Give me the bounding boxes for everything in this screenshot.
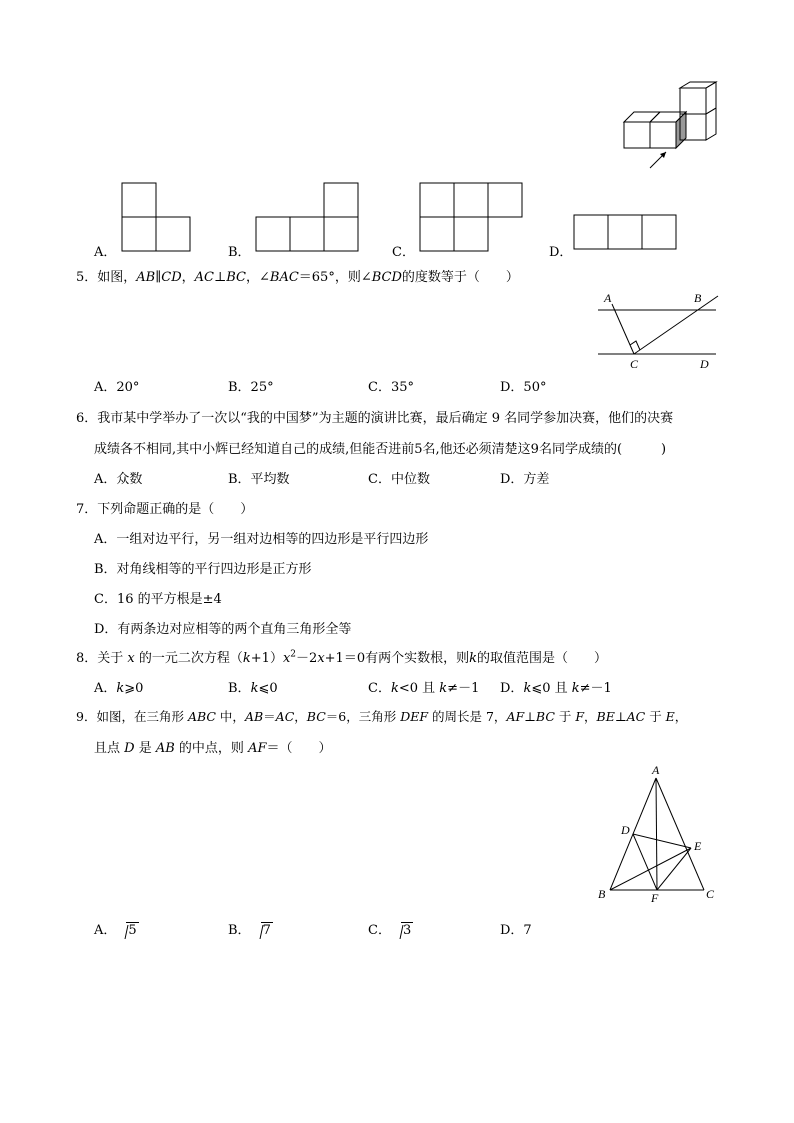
q4-option-b-label[interactable]: B． [228, 245, 251, 260]
q6-option-c[interactable]: C．中位数 [368, 472, 430, 487]
q8-option-a[interactable]: A．k⩾0 [94, 681, 144, 696]
q6-option-a[interactable]: A．众数 [94, 472, 143, 487]
q5-stem: 5．如图，AB∥CD，AC⊥BC，∠BAC＝65°，则∠BCD的度数等于（ ） [76, 270, 519, 285]
sqrt-symbol: 5 [116, 923, 138, 938]
q4-option-d-label[interactable]: D． [549, 245, 573, 260]
q6-option-b[interactable]: B．平均数 [228, 472, 290, 487]
q5-option-d[interactable]: D．50° [500, 380, 547, 395]
q6-stem-line1: 6．我市某中学举办了一次以“我的中国梦”为主题的演讲比赛，最后确定 9 名同学参加决赛，他们的决赛 [76, 411, 674, 426]
q9-stem-line1: 9．如图，在三角形 ABC 中，AB＝AC，BC＝6，三角形 DEF 的周长是 7，AF⊥BC 于 F，BE⊥AC 于 E， [76, 709, 688, 724]
q7-stem: 7．下列命题正确的是（ ） [76, 502, 254, 517]
q5-option-b[interactable]: B．25° [228, 380, 274, 395]
q9-label-e: E [694, 839, 702, 853]
q9-triangle-figure [592, 764, 724, 906]
q5-label-c: C [630, 357, 639, 371]
q8-option-d[interactable]: D．k⩽0 且 k≠－1 [500, 681, 612, 696]
q7-option-b[interactable]: B．对角线相等的平行四边形是正方形 [94, 562, 312, 577]
q9-label-d: D [621, 823, 630, 837]
q5-option-c[interactable]: C．35° [368, 380, 414, 395]
q9-label-a: A [652, 763, 660, 777]
q5-label-a: A [604, 291, 612, 305]
q8-option-b[interactable]: B．k⩽0 [228, 681, 278, 696]
q9-label-b: B [598, 887, 606, 901]
q9-option-c[interactable]: C． 3 [368, 923, 412, 938]
q4-option-d-figure [572, 214, 678, 252]
sqrt-symbol: 7 [251, 923, 273, 938]
q7-option-c[interactable]: C．16 的平方根是±4 [94, 592, 222, 607]
q5-label-b: B [694, 291, 702, 305]
q9-label-f: F [651, 891, 659, 905]
q6-stem-line2: 成绩各不相同,其中小辉已经知道自己的成绩,但能否进前5名,他还必须清楚这9名同学成绩的( ) [94, 442, 667, 457]
q9-label-c: C [706, 887, 715, 901]
q4-option-a-figure [120, 182, 192, 252]
q6-option-d[interactable]: D．方差 [500, 472, 550, 487]
q7-option-d[interactable]: D．有两条边对应相等的两个直角三角形全等 [94, 622, 352, 637]
q4-option-c-label[interactable]: C． [392, 245, 415, 260]
q8-stem: 8．关于 x 的一元二次方程$(k+1)x^2-2x+1=0$有两个实数根，则k的取值范围是（ ） [76, 649, 607, 666]
q4-option-a-label[interactable]: A． [94, 245, 117, 260]
q7-option-a[interactable]: A．一组对边平行，另一组对边相等的四边形是平行四边形 [94, 532, 429, 547]
q4-option-c-figure [418, 182, 524, 252]
q8-option-c[interactable]: C．k<0 且 k≠－1 [368, 681, 480, 696]
q5-option-a[interactable]: A．20° [94, 380, 140, 395]
cube-solid-figure [618, 82, 718, 174]
q5-figure [590, 288, 730, 374]
q9-option-d[interactable]: D．7 [500, 923, 532, 938]
q9-stem-line2: 且点 D 是 AB 的中点，则 AF＝（ ） [94, 741, 332, 756]
sqrt-symbol: 3 [391, 923, 413, 938]
q4-option-b-figure [254, 182, 360, 252]
q9-option-a[interactable]: A． 5 [94, 923, 137, 938]
q9-option-b[interactable]: B． 7 [228, 923, 271, 938]
q5-label-d: D [700, 357, 709, 371]
